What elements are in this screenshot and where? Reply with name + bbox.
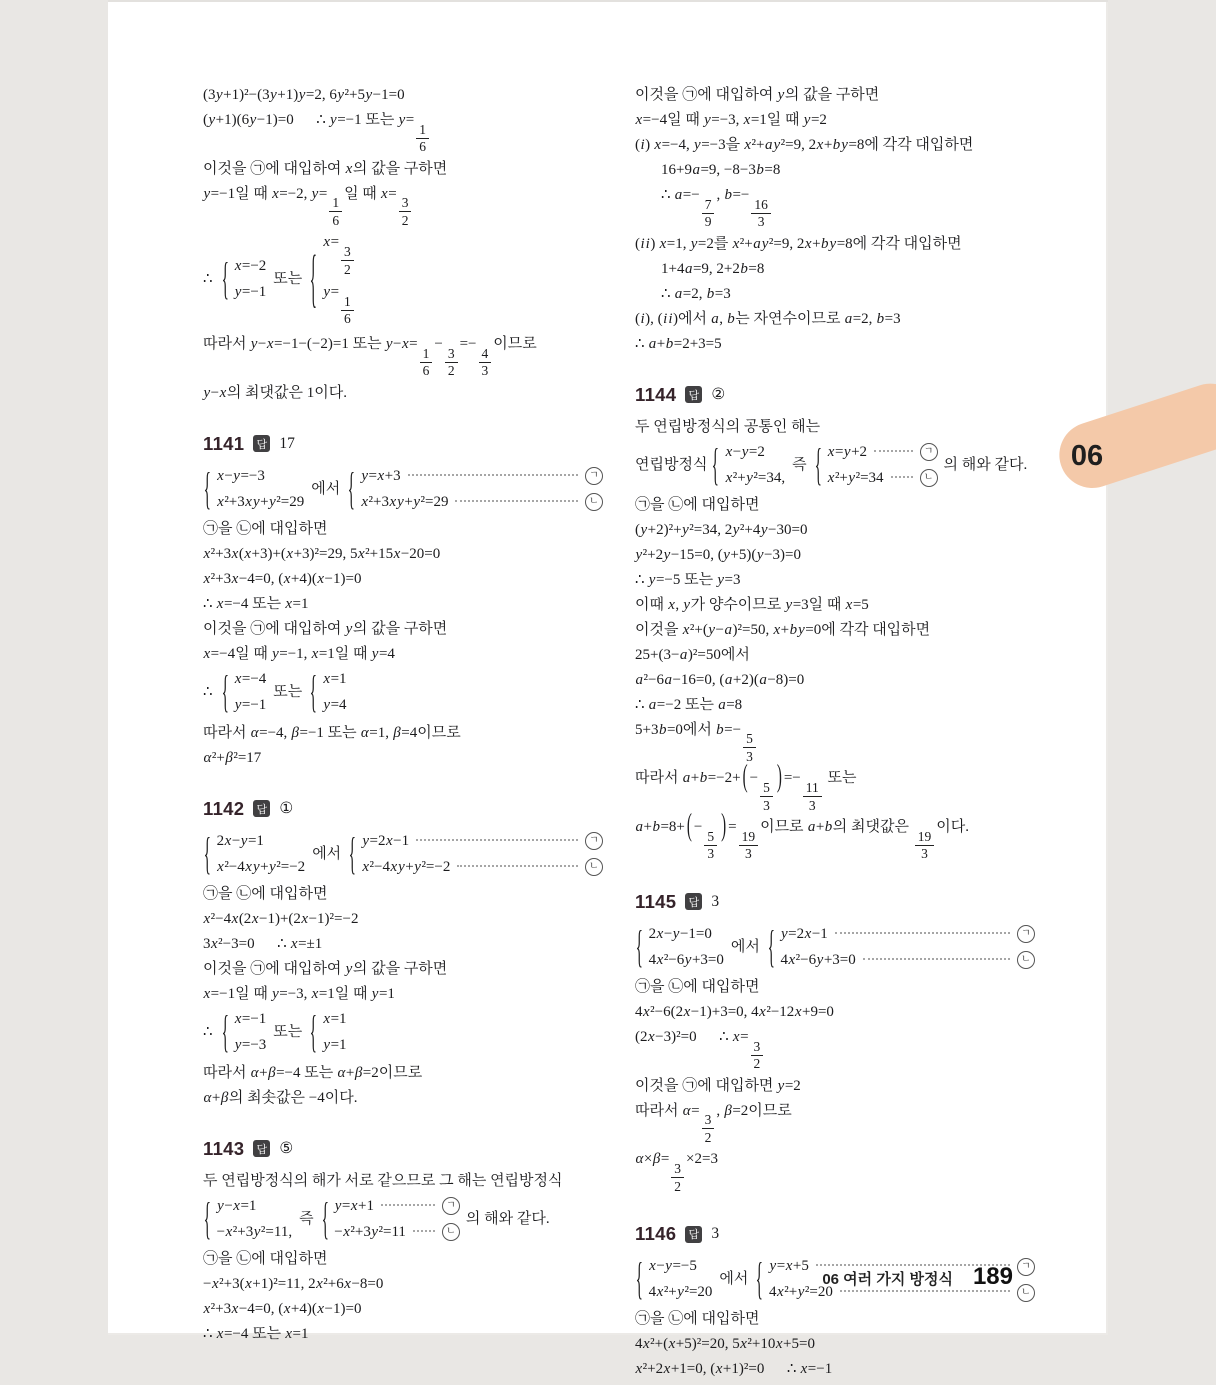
fraction: $\frac{19}{3}$ xyxy=(739,830,759,861)
therefore-symbol: ∴ xyxy=(203,1023,213,1040)
solution-line: 이것을 ㉠에 대입하여 y의 값을 구하면 xyxy=(203,960,448,977)
equation-row: y=−1 xyxy=(234,284,267,301)
solution-line: y²+2y−15=0, (y+5)(y−3)=0 xyxy=(635,546,801,563)
brace-icon: { xyxy=(635,1253,643,1304)
equation-row: x²+3xy+y²=29 ㄴ xyxy=(361,493,603,512)
answer-badge: 답 xyxy=(685,1226,702,1243)
solution-line: 이것을 ㉠에 대입하여 y의 값을 구하면 xyxy=(635,87,880,103)
big-paren: ) xyxy=(721,809,727,844)
answer-badge: 답 xyxy=(685,893,702,910)
solution-line: 4x²+(x+5)²=20, 5x²+10x+5=0 xyxy=(635,1336,815,1353)
solution-line: 이것을 x²+(y−a)²=50, x+by=0에 각각 대입하면 xyxy=(635,621,931,638)
equation-row: x²−4xy+y²=−2 xyxy=(217,858,306,875)
cases-group xyxy=(711,438,786,489)
cases-group xyxy=(814,438,938,489)
equation-row: x²+3xy+y²=29 xyxy=(217,493,305,510)
equation-row: y=x+3 ㄱ xyxy=(361,467,603,486)
dotted-leader xyxy=(835,931,1010,934)
equation-row: y=2x−1 ㄱ xyxy=(781,925,1036,944)
fraction: $\frac{1}{6}$ xyxy=(329,196,342,227)
answer-value: ⑤ xyxy=(279,1140,294,1158)
brace-icon: { xyxy=(712,438,720,489)
equation-row: y−x=1 xyxy=(217,1197,257,1214)
cases-group xyxy=(309,1005,347,1056)
problem-number: 1144 xyxy=(635,383,677,405)
equation-row: x=−4 xyxy=(234,670,267,687)
fraction: $\frac{16}{3}$ xyxy=(751,198,771,229)
cases-group xyxy=(221,1005,267,1056)
cases-group xyxy=(348,827,603,878)
equation-row: x=1 xyxy=(323,1010,347,1027)
fraction: $\frac{1}{6}$ xyxy=(420,347,433,378)
answer-value: 3 xyxy=(711,1225,720,1243)
solution-line: 이것을 ㉠에 대입하면 y=2 xyxy=(635,1077,801,1094)
solution-line: x=−4일 때 y=−1, x=1일 때 y=4 xyxy=(203,645,395,662)
problem-header xyxy=(203,798,603,820)
solution-line: x²+2x+1=0, (x+1)²=0 ∴ x=−1 xyxy=(635,1361,833,1378)
chapter-tab-label: 06 xyxy=(1070,440,1104,472)
cases-group xyxy=(321,1192,460,1243)
equation-tag-icon: ㄱ xyxy=(585,467,603,485)
solution-line: 두 연립방정식의 공통인 해는 xyxy=(635,418,821,435)
dotted-leader xyxy=(408,473,578,476)
dotted-leader xyxy=(891,475,913,478)
right-column xyxy=(635,86,1035,1385)
equation-row: y=2x−1 ㄱ xyxy=(362,832,603,851)
fraction: $\frac{5}{3}$ xyxy=(743,732,756,763)
answer-badge: 답 xyxy=(253,1140,270,1157)
equation-row: x=−2 xyxy=(234,258,267,275)
solution-line: ∴ x=−4 또는 x=1 xyxy=(203,1325,309,1342)
brace-icon: { xyxy=(348,827,357,878)
equation-tag-icon: ㄴ xyxy=(920,469,938,487)
equation-row: y=x+5 ㄱ xyxy=(769,1257,1035,1276)
fraction: $\frac{1}{6}$ xyxy=(416,123,429,154)
brace-icon: { xyxy=(203,827,211,878)
solution-line: x=−1일 때 y=−3, x=1일 때 y=1 xyxy=(203,985,395,1002)
solution-line: x=−4일 때 y=−3, x=1일 때 y=2 xyxy=(635,112,827,128)
solution-line: (ii) x=1, y=2를 x²+ay²=9, 2x+by=8에 각각 대입하면 xyxy=(635,235,962,252)
solution-block xyxy=(203,1138,603,1344)
equation-tag-icon: ㄱ xyxy=(1017,925,1035,943)
dotted-leader xyxy=(413,1229,435,1232)
solution-line: ㉠을 ㉡에 대입하면 xyxy=(635,978,760,995)
left-column xyxy=(203,86,603,1350)
solution-line: 3x²−3=0 ∴ x=±1 xyxy=(203,935,323,952)
brace-icon: { xyxy=(309,241,318,314)
answer-badge: 답 xyxy=(685,386,702,403)
answer-value: 3 xyxy=(711,892,720,910)
equation-row: x= $\frac{3}{2}$ xyxy=(323,233,356,276)
dotted-leader xyxy=(874,449,913,452)
equation-row: y=−3 xyxy=(234,1036,267,1053)
brace-icon: { xyxy=(814,438,822,489)
equation-row: x=y+2 ㄱ xyxy=(827,443,937,462)
equation-tag-icon: ㄴ xyxy=(1017,951,1035,969)
equation-row: x²+y²=34 ㄴ xyxy=(827,469,937,488)
solution-line: 1+4a=9, 2+2b=8 xyxy=(661,260,765,277)
cases-group xyxy=(203,827,306,878)
cases-group xyxy=(203,462,305,513)
solution-line: 4x²−6(2x−1)+3=0, 4x²−12x+9=0 xyxy=(635,1003,834,1020)
solution-line: y=−1일 때 x=−2, y= $\frac{1}{6}$ 일 때 x= $\frac{3}{2}$ xyxy=(203,185,603,228)
brace-icon: { xyxy=(221,1005,229,1056)
fraction: $\frac{5}{3}$ xyxy=(760,781,773,812)
system-of-equations: { x−y=−5 4x²+y²=20 에서 { y=x+5 ㄱ 4x²+y²=20 ㄴ xyxy=(635,1257,1035,1302)
brace-icon: { xyxy=(309,1005,318,1056)
equation-row: x=−1 xyxy=(234,1010,267,1027)
equation-row: x=1 xyxy=(323,670,347,687)
cases-group xyxy=(347,462,603,513)
solution-line: y−x의 최댓값은 1이다. xyxy=(203,384,347,401)
brace-icon: { xyxy=(347,462,356,513)
equation-row: x²−4xy+y²=−2 ㄴ xyxy=(362,858,603,877)
solution-line: 따라서 y−x=−1−(−2)=1 또는 y−x= $\frac{1}{6}$ − $\frac{3}{2}$ =− $\frac{4}{3}$ 이므로 xyxy=(203,335,537,379)
solution-line: 두 연립방정식의 해가 서로 같으므로 그 해는 연립방정식 xyxy=(203,1172,563,1189)
solution-block xyxy=(203,86,603,403)
equation-row: 2x−y−1=0 xyxy=(648,925,712,942)
solution-block xyxy=(635,384,1035,861)
cases-group xyxy=(203,1192,293,1243)
fraction: $\frac{5}{3}$ xyxy=(704,830,717,861)
big-paren: ( xyxy=(742,761,748,795)
solution-line: 따라서 a+b=−2+ ( − $\frac{5}{3}$ ) =− $\frac{11}{3}$ 또는 xyxy=(635,769,1035,812)
solution-line: x²+3x(x+3)+(x+3)²=29, 5x²+15x−20=0 xyxy=(203,545,441,562)
solution-cases-pair: ∴ { x=−1 y=−3 또는 { x=1 y=1 xyxy=(203,1005,347,1056)
brace-icon: { xyxy=(203,462,211,513)
chapter-label: 06 여러 가지 방정식 xyxy=(822,1271,953,1288)
dotted-leader xyxy=(455,499,578,502)
problem-number: 1143 xyxy=(203,1137,245,1159)
problem-number: 1145 xyxy=(635,890,677,912)
solution-line: 따라서 α+β=−4 또는 α+β=2이므로 xyxy=(203,1064,423,1081)
equation-row: y=1 xyxy=(323,1036,347,1053)
fraction: $\frac{7}{9}$ xyxy=(702,198,715,229)
fraction: $\frac{3}{2}$ xyxy=(671,1162,684,1193)
problem-header xyxy=(203,433,603,455)
dotted-leader xyxy=(381,1203,435,1206)
solution-line: 따라서 α=−4, β=−1 또는 α=1, β=4이므로 xyxy=(203,724,461,741)
solution-line: ∴ a=2, b=3 xyxy=(661,285,731,302)
solution-line: (3y+1)²−(3y+1)y=2, 6y²+5y−1=0 xyxy=(203,87,405,103)
solution-line: x²+3x−4=0, (x+4)(x−1)=0 xyxy=(203,1300,362,1317)
problem-number: 1142 xyxy=(203,797,245,819)
system-of-equations: { y−x=1 −x²+3y²=11, 즉 { y=x+1 ㄱ −x²+3y²=11 ㄴ 의 해와 같다. xyxy=(203,1192,550,1243)
brace-icon: { xyxy=(756,1253,764,1304)
cases-group xyxy=(221,665,267,716)
solution-line: 16+9a=9, −8−3b=8 xyxy=(661,162,781,178)
chapter-tab xyxy=(1051,375,1216,496)
dotted-leader xyxy=(416,838,578,841)
equation-tag-icon: ㄱ xyxy=(920,443,938,461)
solution-line: (2x−3)²=0 ∴ x= $\frac{3}{2}$ xyxy=(635,1028,1035,1071)
answer-badge: 답 xyxy=(253,435,270,452)
equation-row: 2x−y=1 xyxy=(216,832,264,849)
equation-row: −x²+3y²=11 ㄴ xyxy=(334,1223,460,1242)
equation-tag-icon: ㄱ xyxy=(442,1197,460,1215)
dotted-leader xyxy=(863,957,1010,960)
solution-block xyxy=(635,1223,1035,1379)
cases-group xyxy=(635,1253,713,1304)
equation-row: x²+y²=34, xyxy=(725,469,786,486)
answer-badge: 답 xyxy=(253,800,270,817)
brace-icon: { xyxy=(321,1192,329,1243)
fraction: $\frac{3}{2}$ xyxy=(341,245,354,276)
big-paren: ( xyxy=(686,809,692,844)
solution-cases-pair: ∴ { x=−4 y=−1 또는 { x=1 y=4 xyxy=(203,665,347,716)
solution-cases-pair: ∴ { x=−2 y=−1 또는 { x= $\frac{3}{2}$ y= $\frac{1}{6}$ xyxy=(203,233,603,325)
equation-row: x−y=2 xyxy=(725,443,765,460)
solution-line: 이것을 ㉠에 대입하여 y의 값을 구하면 xyxy=(203,620,448,637)
answer-value: ① xyxy=(279,800,294,818)
solution-block xyxy=(203,798,603,1108)
brace-icon: { xyxy=(221,665,229,716)
equation-row: −x²+3y²=11, xyxy=(216,1223,293,1240)
dotted-leader xyxy=(457,864,578,867)
cases-group xyxy=(635,921,724,972)
page-footer xyxy=(822,1263,1013,1291)
problem-header xyxy=(635,384,1035,406)
solution-line: 이때 x, y가 양수이므로 y=3일 때 x=5 xyxy=(635,596,869,613)
page-number: 189 xyxy=(972,1263,1013,1290)
equation-row: y=4 xyxy=(323,696,347,713)
solution-line: (i) x=−4, y=−3을 x²+ay²=9, 2x+by=8에 각각 대입하면 xyxy=(635,137,974,153)
equation-tag-icon: ㄴ xyxy=(585,858,603,876)
fraction: $\frac{3}{2}$ xyxy=(751,1040,764,1071)
brace-icon: { xyxy=(203,1192,211,1243)
solution-line: −x²+3(x+1)²=11, 2x²+6x−8=0 xyxy=(203,1275,384,1292)
solution-line: (i), (ii)에서 a, b는 자연수이므로 a=2, b=3 xyxy=(635,310,901,327)
equation-row: y=−1 xyxy=(234,696,267,713)
solution-line: ∴ a=− $\frac{7}{9}$ , b=− $\frac{16}{3}$ xyxy=(635,186,1035,229)
equation-tag-icon: ㄴ xyxy=(442,1223,460,1241)
brace-icon: { xyxy=(221,253,229,304)
solution-line: ㉠을 ㉡에 대입하면 xyxy=(635,496,760,513)
fraction: $\frac{4}{3}$ xyxy=(479,347,492,378)
fraction: $\frac{11}{3}$ xyxy=(803,781,822,812)
cases-group xyxy=(309,233,356,325)
solution-line: ㉠을 ㉡에 대입하면 xyxy=(203,885,328,902)
fraction: $\frac{3}{2}$ xyxy=(445,347,458,378)
equation-row: x−y=−3 xyxy=(217,467,265,484)
problem-number: 1141 xyxy=(203,432,245,454)
equation-row: y= $\frac{1}{6}$ xyxy=(323,283,356,326)
cases-group xyxy=(309,665,347,716)
equation-row: y=x+1 ㄱ xyxy=(334,1197,460,1216)
equation-row: 4x²+y²=20 xyxy=(648,1284,713,1301)
solution-line: α+β의 최솟값은 −4이다. xyxy=(203,1089,358,1106)
fraction: $\frac{1}{6}$ xyxy=(341,295,354,326)
solution-line: x²+3x−4=0, (x+4)(x−1)=0 xyxy=(203,570,362,587)
solution-line: ∴ a=−2 또는 a=8 xyxy=(635,696,743,713)
solution-line: 25+(3−a)²=50에서 xyxy=(635,646,750,663)
fraction: $\frac{3}{2}$ xyxy=(399,196,412,227)
solution-line: a+b=8+ ( − $\frac{5}{3}$ ) = $\frac{19}{3}$ 이므로 a+b의 최댓값은 $\frac{19}{3}$ 이다. xyxy=(635,818,1035,861)
equation-row: 4x²+y²=20 ㄴ xyxy=(769,1283,1035,1302)
fraction: $\frac{19}{3}$ xyxy=(915,830,935,861)
therefore-symbol: ∴ xyxy=(203,683,213,700)
problem-number: 1146 xyxy=(635,1223,677,1245)
solution-line: ∴ x=−4 또는 x=1 xyxy=(203,595,309,612)
solution-line: x²−4x(2x−1)+(2x−1)²=−2 xyxy=(203,910,359,927)
answer-value: 17 xyxy=(279,434,295,452)
solution-line: (y+2)²+y²=34, 2y²+4y−30=0 xyxy=(635,521,808,538)
solution-line: 이것을 ㉠에 대입하여 x의 값을 구하면 xyxy=(203,160,448,177)
answer-value: ② xyxy=(711,386,726,404)
problem-header xyxy=(635,891,1035,913)
solution-line: a²−6a−16=0, (a+2)(a−8)=0 xyxy=(635,671,805,688)
solution-line: ㉠을 ㉡에 대입하면 xyxy=(635,1311,760,1328)
cases-group xyxy=(221,253,267,304)
brace-icon: { xyxy=(635,921,643,972)
equation-row: x−y=−5 xyxy=(649,1258,697,1275)
solution-line: α²+β²=17 xyxy=(203,749,262,766)
system-of-equations: { x−y=−3 x²+3xy+y²=29 에서 { y=x+3 ㄱ x²+3xy+y²=29 ㄴ xyxy=(203,467,603,512)
problem-header xyxy=(635,1223,1035,1245)
cases-group xyxy=(767,921,1035,972)
equation-tag-icon: ㄴ xyxy=(585,493,603,511)
system-of-equations: { 2x−y=1 x²−4xy+y²=−2 에서 { y=2x−1 ㄱ x²−4xy+y²=−2 ㄴ xyxy=(203,832,603,877)
equation-tag-icon: ㄱ xyxy=(585,832,603,850)
brace-icon: { xyxy=(309,665,318,716)
equation-tag-icon: ㄴ xyxy=(1017,1284,1035,1302)
solution-line: (y+1)(6y−1)=0 ∴ y=−1 또는 y= $\frac{1}{6}$ xyxy=(203,111,603,154)
equation-tag-icon: ㄱ xyxy=(1017,1258,1035,1276)
therefore-symbol: ∴ xyxy=(203,271,213,288)
brace-icon: { xyxy=(767,921,775,972)
fraction: $\frac{3}{2}$ xyxy=(702,1113,715,1144)
solution-line: ∴ a+b=2+3=5 xyxy=(635,335,722,352)
solution-line: 5+3b=0에서 b=− $\frac{5}{3}$ xyxy=(635,721,1035,764)
solution-block xyxy=(203,433,603,768)
solution-line: ㉠을 ㉡에 대입하면 xyxy=(203,1250,328,1267)
equation-row: 4x²−6y+3=0 ㄴ xyxy=(781,951,1036,970)
system-of-equations: { 2x−y−1=0 4x²−6y+3=0 에서 { y=2x−1 ㄱ 4x²−6y+3=0 ㄴ xyxy=(635,925,1035,970)
big-paren: ) xyxy=(776,761,782,795)
solution-line: α×β= $\frac{3}{2}$ ×2=3 xyxy=(635,1151,718,1194)
solution-block xyxy=(635,86,1035,354)
equation-row: 4x²−6y+3=0 xyxy=(648,951,724,968)
system-of-equations: 연립방정식 { x−y=2 x²+y²=34, 즉 { x=y+2 ㄱ x²+y²=34 ㄴ 의 해와 같다. xyxy=(635,438,1028,489)
solution-line: 따라서 α= $\frac{3}{2}$ , β=2이므로 xyxy=(635,1102,792,1145)
solution-block xyxy=(635,891,1035,1193)
page-root xyxy=(108,0,1108,1378)
solution-line: ㉠을 ㉡에 대입하면 xyxy=(203,520,328,537)
solution-line: ∴ y=−5 또는 y=3 xyxy=(635,571,741,588)
problem-header xyxy=(203,1138,603,1160)
